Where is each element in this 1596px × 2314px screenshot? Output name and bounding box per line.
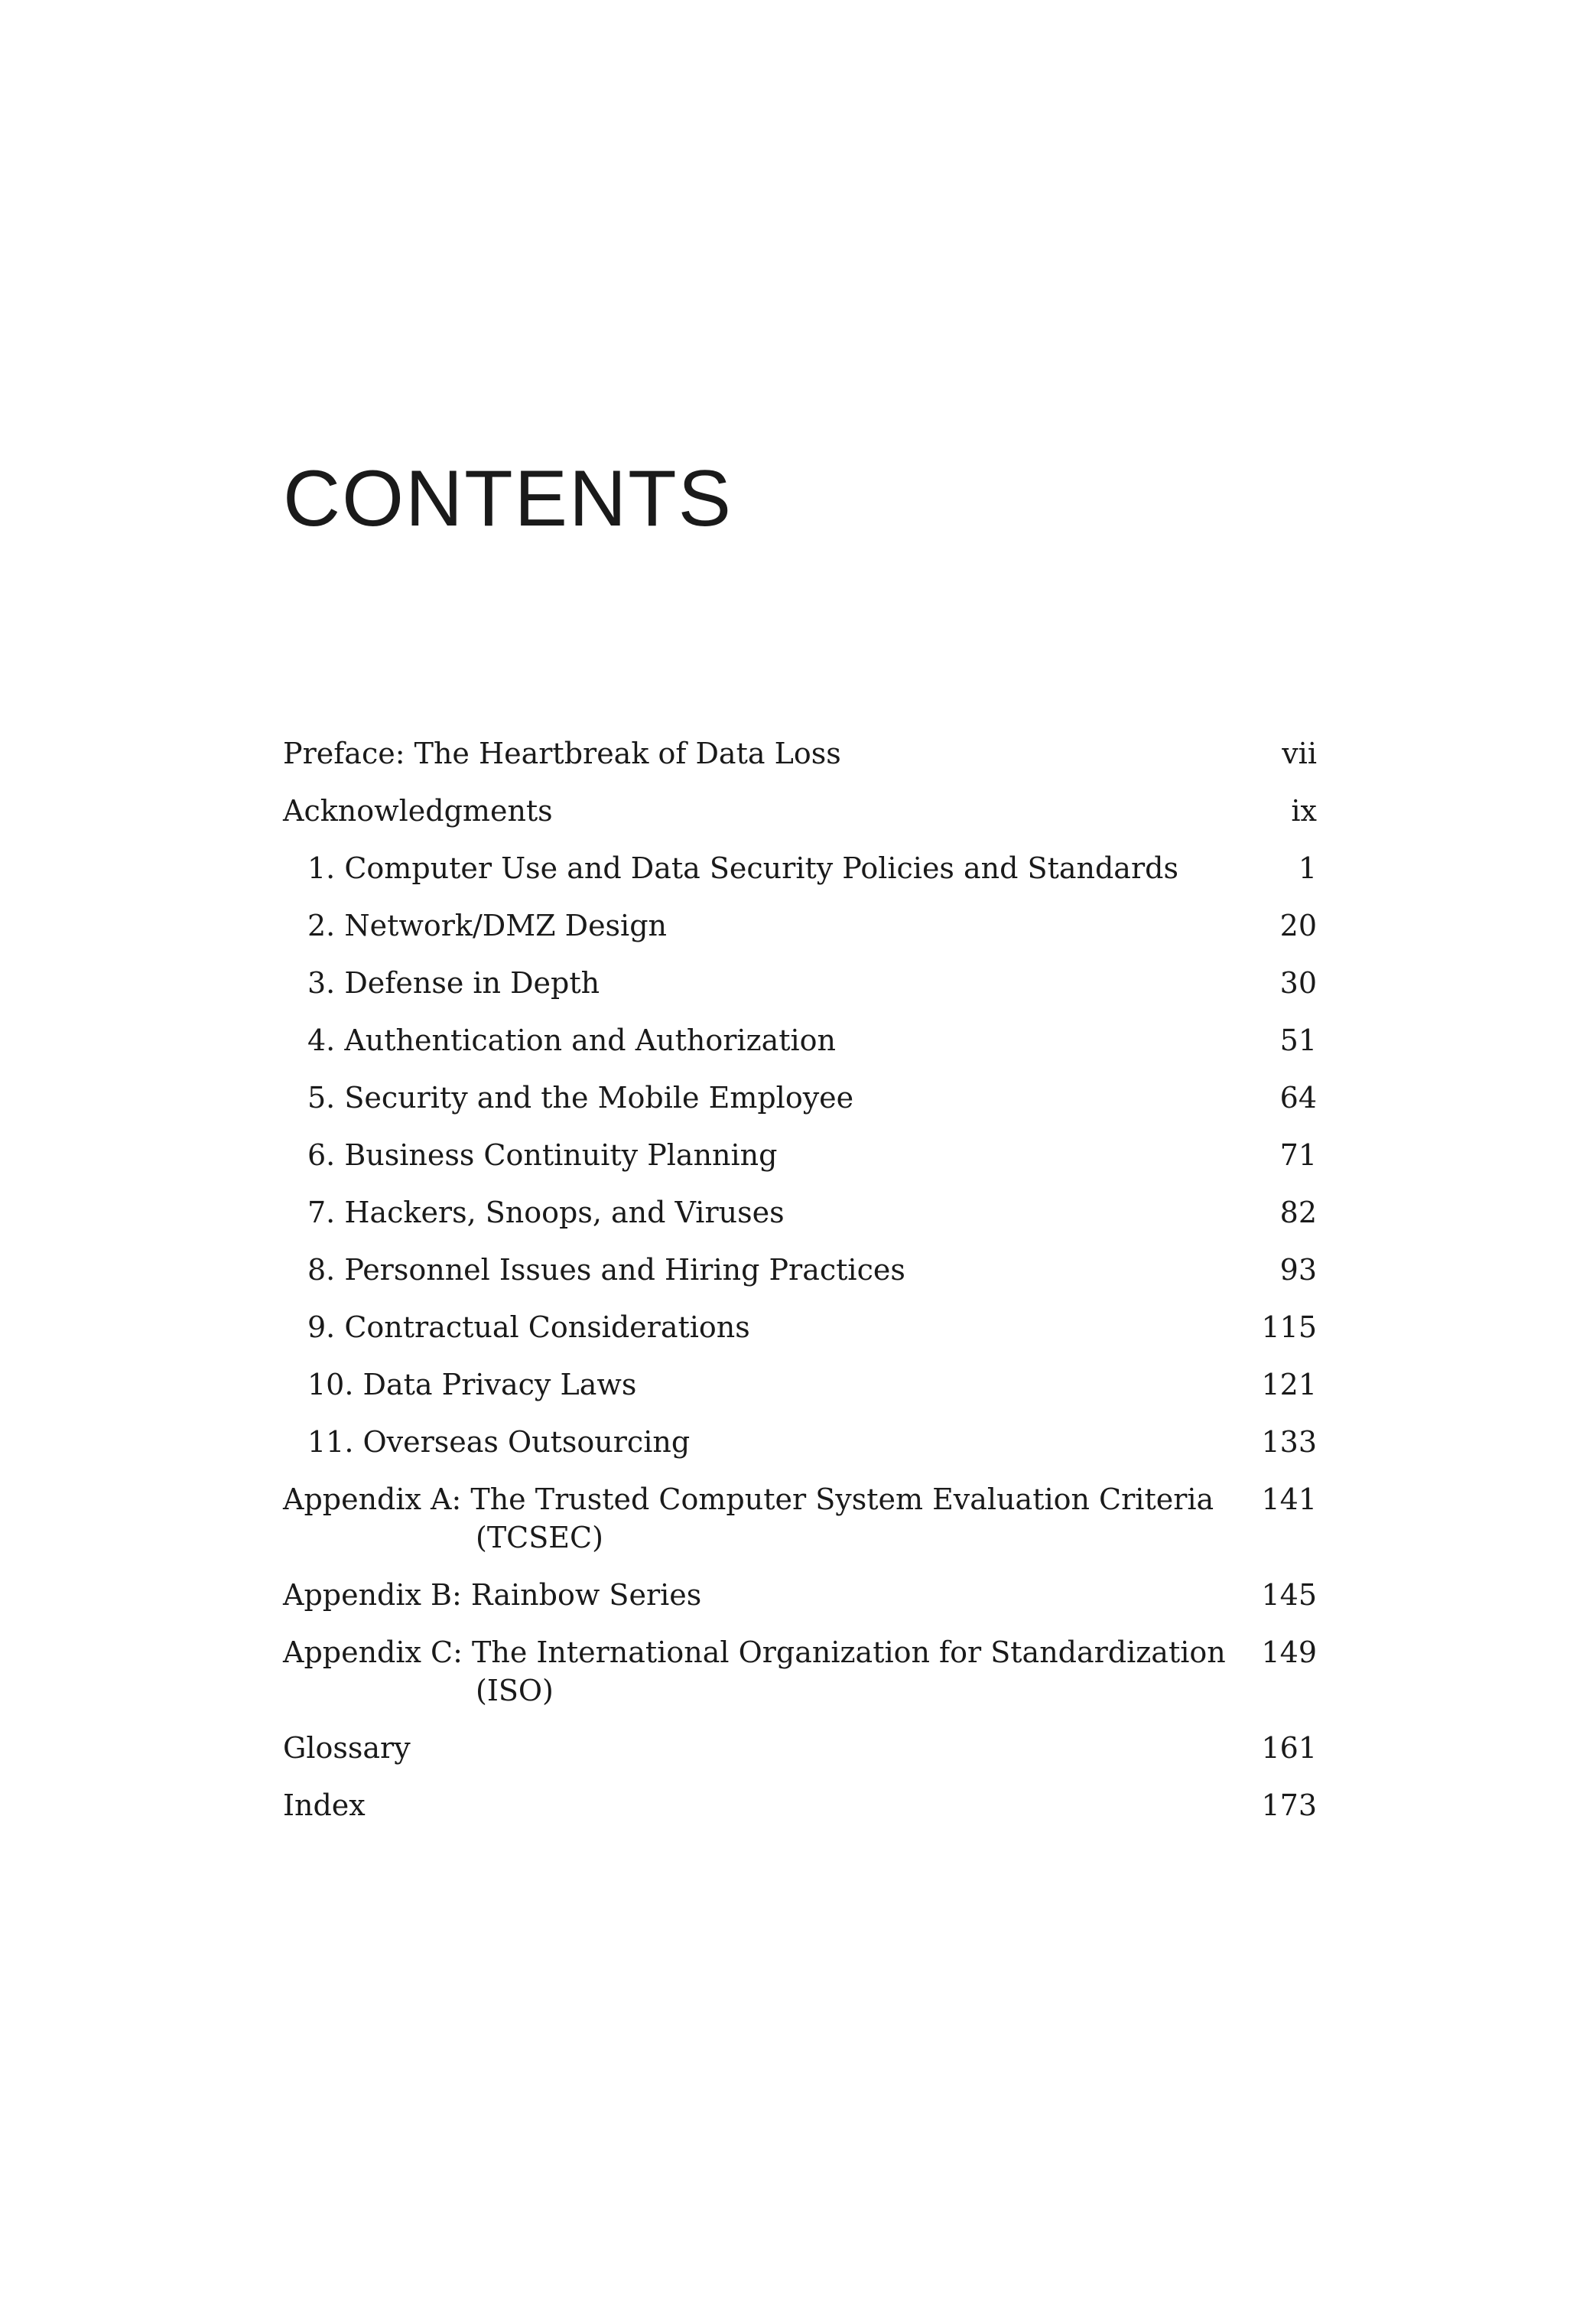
toc-entry-page: 161: [1261, 1731, 1317, 1765]
toc-entry-chapter-6: [283, 1136, 1317, 1174]
toc-entry-title: [283, 1480, 1256, 1557]
toc-entry-title: 9. Contractual Considerations: [307, 1310, 750, 1344]
toc-entry-page: 149: [1261, 1635, 1317, 1669]
toc-entry-page: 64: [1279, 1081, 1317, 1115]
toc-entry-chapter-2: [283, 906, 1317, 945]
toc-entry-appendix-b: [283, 1576, 1317, 1614]
toc-entry-title: 10. Data Privacy Laws: [307, 1368, 637, 1401]
toc-entry-acknowledgments: [283, 792, 1317, 830]
toc-entry-page: 133: [1261, 1425, 1317, 1459]
toc-entry-chapter-7: [283, 1193, 1317, 1232]
toc-entry-page: 30: [1279, 966, 1317, 1000]
table-of-contents: [283, 734, 1317, 1844]
toc-entry-title: [283, 1633, 1256, 1710]
toc-entry-title-line: Appendix A: The Trusted Computer System Evaluation Criteria: [283, 1482, 1214, 1516]
toc-entry-page: 141: [1261, 1482, 1317, 1516]
toc-entry-page: 82: [1279, 1196, 1317, 1229]
toc-entry-page: 51: [1279, 1024, 1317, 1057]
toc-entry-index: [283, 1786, 1317, 1824]
toc-entry-chapter-11: [283, 1423, 1317, 1461]
toc-entry-appendix-a: [283, 1480, 1317, 1557]
toc-entry-page: 121: [1261, 1368, 1317, 1401]
toc-entry-title: Appendix B: Rainbow Series: [283, 1578, 702, 1612]
toc-entry-title: 11. Overseas Outsourcing: [307, 1425, 691, 1459]
toc-entry-title: 5. Security and the Mobile Employee: [307, 1081, 854, 1115]
toc-entry-page: 145: [1261, 1578, 1317, 1612]
toc-entry-title-continuation: (TCSEC): [476, 1521, 603, 1554]
toc-entry-chapter-5: [283, 1079, 1317, 1117]
toc-entry-title: 2. Network/DMZ Design: [307, 909, 668, 942]
toc-entry-page: 93: [1279, 1253, 1317, 1287]
toc-entry-title: 1. Computer Use and Data Security Policies and Standards: [307, 851, 1178, 885]
toc-entry-title-continuation: (ISO): [476, 1674, 554, 1707]
toc-entry-chapter-8: [283, 1251, 1317, 1289]
toc-entry-title: Acknowledgments: [283, 794, 553, 828]
toc-entry-glossary: [283, 1729, 1317, 1767]
toc-entry-page: vii: [1282, 737, 1317, 770]
toc-entry-title: Index: [283, 1788, 366, 1822]
toc-entry-page: 173: [1261, 1788, 1317, 1822]
toc-entry-chapter-4: [283, 1021, 1317, 1059]
toc-entry-page: ix: [1291, 794, 1317, 828]
toc-entry-title: 8. Personnel Issues and Hiring Practices: [307, 1253, 905, 1287]
toc-entry-chapter-3: [283, 964, 1317, 1002]
toc-entry-title: 4. Authentication and Authorization: [307, 1024, 837, 1057]
toc-entry-title: 3. Defense in Depth: [307, 966, 600, 1000]
toc-entry-page: 1: [1298, 851, 1317, 885]
page-title: CONTENTS: [283, 454, 733, 543]
toc-entry-title-line: Appendix C: The International Organization for Standardization: [283, 1635, 1226, 1669]
toc-entry-title: Glossary: [283, 1731, 411, 1765]
toc-entry-title: 7. Hackers, Snoops, and Viruses: [307, 1196, 785, 1229]
toc-entry-page: 20: [1279, 909, 1317, 942]
toc-entry-title: Preface: The Heartbreak of Data Loss: [283, 737, 841, 770]
toc-entry-appendix-c: [283, 1633, 1317, 1710]
toc-entry-page: 115: [1261, 1310, 1317, 1344]
toc-entry-title: 6. Business Continuity Planning: [307, 1138, 778, 1172]
toc-entry-preface: [283, 734, 1317, 773]
toc-entry-chapter-9: [283, 1308, 1317, 1346]
toc-entry-page: 71: [1279, 1138, 1317, 1172]
toc-entry-chapter-1: [283, 849, 1317, 887]
toc-entry-chapter-10: [283, 1365, 1317, 1404]
